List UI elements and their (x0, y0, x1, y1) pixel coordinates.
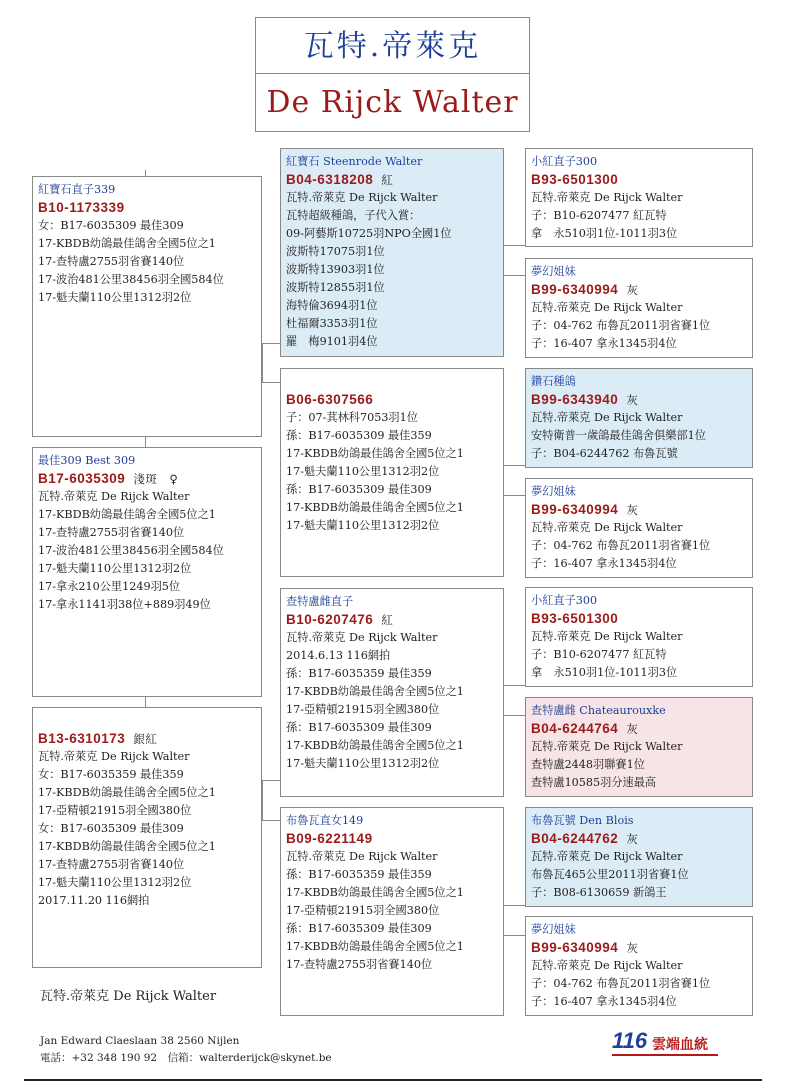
pedigree-card-dam (32, 707, 262, 968)
pedigree-card-grandsire-maternal (280, 588, 504, 797)
card-line: 孫：B17-6035359 最佳359 (286, 868, 432, 881)
card-line: 17-KBDB幼鴿最佳鴿舍全國5位之1 (286, 940, 464, 953)
pedigree-card-gen3-2 (525, 258, 753, 358)
pedigree-card-subject (32, 447, 262, 697)
contact-info: 電話：+32 348 190 92 信箱：walterderijck@skynet.be (40, 1052, 332, 1064)
card-heading: 紅寶石 Steenrode Walter (286, 155, 423, 168)
card-line: 子：B10-6207477 紅瓦特 (531, 209, 667, 222)
card-line: 女：B17-6035359 最佳359 (38, 768, 184, 781)
card-line: 瓦特.帝萊克 De Rijck Walter (286, 191, 438, 204)
card-line: 17-查特盧2755羽省賽140位 (38, 526, 185, 539)
card-line: 瓦特.帝萊克 De Rijck Walter (286, 631, 438, 644)
card-line: 海特倫3694羽1位 (286, 299, 378, 312)
card-line: 波斯特13903羽1位 (286, 263, 385, 276)
card-line: 杜福爾3353羽1位 (286, 317, 378, 330)
card-line: 17-亞精頓21915羽全國380位 (286, 904, 440, 917)
card-heading: 小紅直子300 (531, 155, 598, 168)
connector (262, 343, 263, 383)
pedigree-card-gen3-7 (525, 807, 753, 907)
card-line: 瓦特超級種鴿，子代入賞： (286, 209, 421, 222)
title-english: De Rijck Walter (255, 74, 530, 132)
card-line: 羅 梅9101羽4位 (286, 335, 378, 348)
card-heading: 查特盧雌直子 (286, 595, 354, 608)
ring-number: B09-6221149 (286, 831, 373, 846)
pedigree-card-gen3-6 (525, 697, 753, 797)
card-line: 布魯瓦465公里2011羽省賽1位 (531, 868, 689, 881)
card-line: 2014.6.13 116網拍 (286, 649, 391, 662)
ring-number: B04-6244762 灰 (531, 831, 639, 846)
card-line: 瓦特.帝萊克 De Rijck Walter (531, 191, 683, 204)
title-chinese: 瓦特.帝萊克 (255, 17, 530, 74)
connector (504, 935, 525, 936)
ring-number: B06-6307566 (286, 392, 374, 407)
pedigree-card-granddam-paternal (280, 368, 504, 577)
card-line: 拿 永510羽1位-1011羽3位 (531, 227, 678, 240)
card-heading: 紅寶石直子339 (38, 183, 116, 196)
card-line: 17-魁夫蘭110公里1312羽2位 (38, 291, 192, 304)
card-line: 孫：B17-6035309 最佳309 (286, 922, 432, 935)
logo-underline (612, 1054, 718, 1056)
card-heading: 夢幻姐妹 (531, 485, 576, 498)
pedigree-card-gen3-1 (525, 148, 753, 247)
card-line: 17-波治481公里38456羽全國584位 (38, 544, 224, 557)
pedigree-card-gen3-5 (525, 587, 753, 687)
card-heading: 布魯瓦號 Den Blois (531, 814, 634, 827)
card-line: 17-魁夫蘭110公里1312羽2位 (286, 757, 440, 770)
card-line: 17-亞精頓21915羽全國380位 (286, 703, 440, 716)
card-line: 子：16-407 拿永1345羽4位 (531, 557, 677, 570)
ring-number: B99-6343940 灰 (531, 392, 639, 407)
card-line: 瓦特.帝萊克 De Rijck Walter (531, 959, 683, 972)
card-heading: 夢幻姐妹 (531, 265, 576, 278)
card-line: 17-KBDB幼鴿最佳鴿舍全國5位之1 (286, 447, 464, 460)
ring-number: B99-6340994 灰 (531, 282, 639, 297)
connector (262, 780, 263, 821)
pedigree-card-granddam-maternal (280, 807, 504, 1016)
card-line: 17-魁夫蘭110公里1312羽2位 (38, 876, 192, 889)
card-line: 17-查特盧2755羽省賽140位 (38, 255, 185, 268)
card-line: 17-波治481公里38456羽全國584位 (38, 273, 224, 286)
card-heading: 查特盧雌 Chateaurouxke (531, 704, 666, 717)
card-line: 17-KBDB幼鴿最佳鴿舍全國5位之1 (38, 508, 216, 521)
brand-logo (612, 1028, 722, 1058)
card-line: 瓦特.帝萊克 De Rijck Walter (531, 411, 683, 424)
connector (262, 780, 280, 781)
connector (504, 685, 525, 686)
bottom-rule (24, 1079, 762, 1081)
card-line: 波斯特12855羽1位 (286, 281, 385, 294)
connector (262, 382, 280, 383)
card-line: 孫：B17-6035309 最佳309 (286, 721, 432, 734)
ring-number: B10-1173339 (38, 200, 125, 215)
ring-number: B93-6501300 (531, 172, 619, 187)
card-line: 瓦特.帝萊克 De Rijck Walter (531, 740, 683, 753)
card-line: 17-魁夫蘭110公里1312羽2位 (38, 562, 192, 575)
connector (145, 697, 146, 707)
connector (504, 275, 525, 276)
card-line: 瓦特.帝萊克 De Rijck Walter (38, 750, 190, 763)
logo-number: 116 (612, 1028, 648, 1053)
owner-name: 瓦特.帝萊克 De Rijck Walter (40, 989, 217, 1004)
ring-number: B93-6501300 (531, 611, 619, 626)
card-line: 女：B17-6035309 最佳309 (38, 822, 184, 835)
card-line: 09-阿藝斯10725羽NPO全國1位 (286, 227, 452, 240)
card-line: 拿 永510羽1位-1011羽3位 (531, 666, 678, 679)
card-line: 波斯特17075羽1位 (286, 245, 385, 258)
ring-number: B10-6207476 紅 (286, 612, 394, 627)
connector (262, 820, 280, 821)
card-line: 瓦特.帝萊克 De Rijck Walter (38, 490, 190, 503)
ring-number: B99-6340994 灰 (531, 940, 639, 955)
card-heading: 最佳309 Best 309 (38, 454, 136, 467)
ring-number: B17-6035309 淺斑 ♀ (38, 471, 179, 486)
card-line: 17-KBDB幼鴿最佳鴿舍全國5位之1 (286, 886, 464, 899)
pedigree-card-gen3-8 (525, 916, 753, 1016)
card-line: 17-魁夫蘭110公里1312羽2位 (286, 465, 440, 478)
connector (145, 437, 146, 447)
card-line: 瓦特.帝萊克 De Rijck Walter (531, 630, 683, 643)
card-line: 子：16-407 拿永1345羽4位 (531, 337, 677, 350)
card-line: 孫：B17-6035309 最佳309 (286, 483, 432, 496)
card-line: 17-拿永1141羽38位+889羽49位 (38, 598, 211, 611)
card-line: 17-KBDB幼鴿最佳鴿舍全國5位之1 (38, 237, 216, 250)
card-line: 17-查特盧2755羽省賽140位 (286, 958, 433, 971)
card-line: 17-亞精頓21915羽全國380位 (38, 804, 192, 817)
connector (504, 245, 525, 246)
pedigree-card-gen3-3 (525, 368, 753, 468)
card-line: 17-KBDB幼鴿最佳鴿舍全國5位之1 (286, 501, 464, 514)
card-line: 子：B08-6130659 新鴿王 (531, 886, 667, 899)
card-line: 子：B04-6244762 布魯瓦號 (531, 447, 678, 460)
pedigree-card-grandsire-paternal (280, 148, 504, 357)
ring-number: B13-6310173 銀紅 (38, 731, 158, 746)
card-line: 女：B17-6035309 最佳309 (38, 219, 184, 232)
card-line: 子：04-762 布魯瓦2011羽省賽1位 (531, 977, 711, 990)
card-line: 子：B10-6207477 紅瓦特 (531, 648, 667, 661)
card-line: 子：04-762 布魯瓦2011羽省賽1位 (531, 319, 711, 332)
connector (504, 465, 525, 466)
pedigree-card-gen3-4 (525, 478, 753, 578)
card-heading: 夢幻姐妹 (531, 923, 576, 936)
card-line: 瓦特.帝萊克 De Rijck Walter (286, 850, 438, 863)
card-line: 2017.11.20 116網拍 (38, 894, 150, 907)
card-heading: 鑽石種鴿 (531, 375, 576, 388)
card-line: 17-魁夫蘭110公里1312羽2位 (286, 519, 440, 532)
contact-block (40, 1033, 332, 1067)
card-line: 17-KBDB幼鴿最佳鴿舍全國5位之1 (286, 739, 464, 752)
card-line: 17-KBDB幼鴿最佳鴿舍全國5位之1 (286, 685, 464, 698)
connector (504, 905, 525, 906)
card-line: 17-拿永210公里1249羽5位 (38, 580, 181, 593)
address: Jan Edward Claeslaan 38 2560 Nijlen (40, 1035, 240, 1047)
card-line: 瓦特.帝萊克 De Rijck Walter (531, 850, 683, 863)
card-line: 孫：B17-6035359 最佳359 (286, 667, 432, 680)
ring-number: B04-6244764 灰 (531, 721, 639, 736)
card-line: 子：07-萁林科7053羽1位 (286, 411, 418, 424)
card-line: 17-KBDB幼鴿最佳鴿舍全國5位之1 (38, 786, 216, 799)
card-line: 查特盧10585羽分速最高 (531, 776, 657, 789)
connector (262, 343, 280, 344)
ring-number: B99-6340994 灰 (531, 502, 639, 517)
card-line: 安特衛普一歲鴿最佳鴿舍俱樂部1位 (531, 429, 706, 442)
card-heading: 小紅直子300 (531, 594, 598, 607)
card-line: 子：04-762 布魯瓦2011羽省賽1位 (531, 539, 711, 552)
card-line: 查特盧2448羽聯賽1位 (531, 758, 645, 771)
card-line: 瓦特.帝萊克 De Rijck Walter (531, 521, 683, 534)
card-heading: 布魯瓦直女149 (286, 814, 364, 827)
connector (504, 495, 525, 496)
logo-text: 雲端血統 (652, 1037, 708, 1053)
card-line: 瓦特.帝萊克 De Rijck Walter (531, 301, 683, 314)
connector (504, 715, 525, 716)
card-line: 17-KBDB幼鴿最佳鴿舍全國5位之1 (38, 840, 216, 853)
card-line: 孫：B17-6035309 最佳359 (286, 429, 432, 442)
pedigree-card-sire (32, 176, 262, 437)
card-line: 17-查特盧2755羽省賽140位 (38, 858, 185, 871)
card-line: 子：16-407 拿永1345羽4位 (531, 995, 677, 1008)
ring-number: B04-6318208 紅 (286, 172, 394, 187)
